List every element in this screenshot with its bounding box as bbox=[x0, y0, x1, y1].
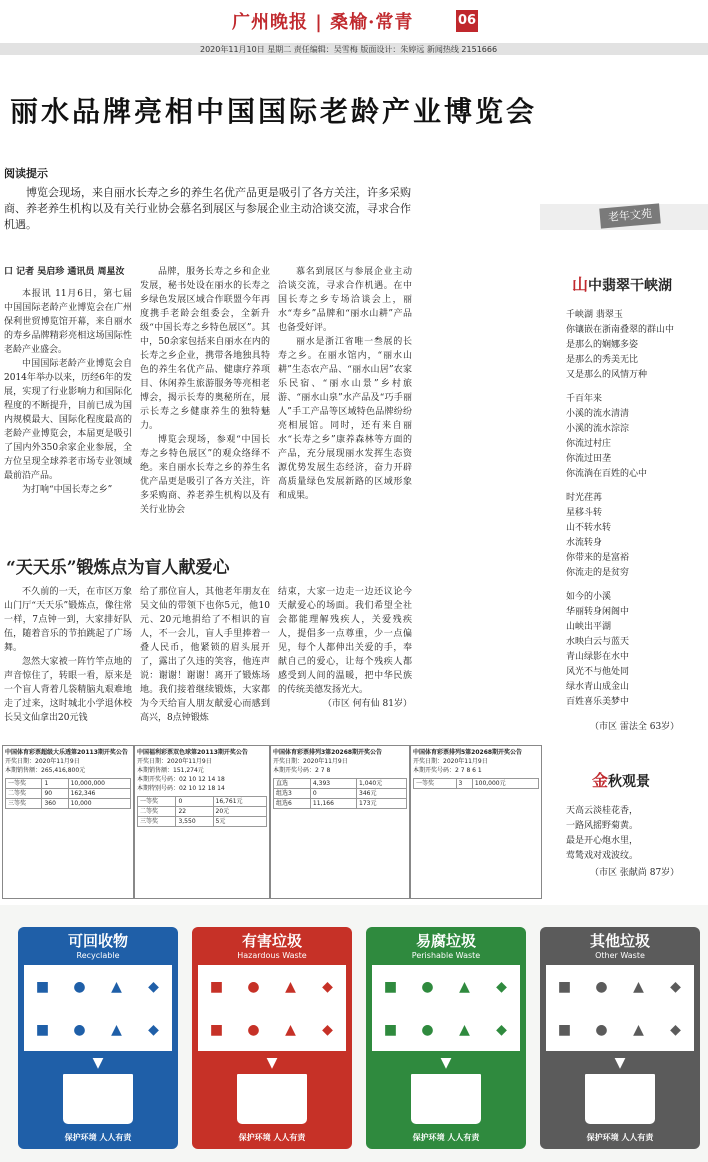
trash-can-icon bbox=[408, 1071, 484, 1127]
bin-english-name: Recyclable bbox=[76, 951, 120, 960]
item-icon: ◆ bbox=[496, 978, 507, 995]
bin-header bbox=[18, 927, 178, 961]
poem-line: 千百年来 bbox=[566, 394, 603, 404]
article2-col1 bbox=[4, 585, 132, 735]
lottery-info: 开奖日期：2020年11月9日 bbox=[273, 758, 348, 765]
arrow-down-icon: ▼ bbox=[440, 1055, 452, 1071]
garbage-bin-card bbox=[18, 927, 178, 1149]
poem-title: 山中翡翠干峡湖 bbox=[572, 275, 673, 294]
item-icon: ● bbox=[73, 978, 86, 995]
poem-line: 山峡出平湖 bbox=[566, 622, 612, 632]
item-icon: ● bbox=[421, 978, 434, 995]
paragraph: 品牌，服务长寿之乡和企业发展，秘书处设在丽水的长寿之乡绿色发展区域合作联盟今年再度携手老龄会组委会，全新升级“中国长寿之乡特色展区”。其中，50余家包括来自丽水在内的长寿之乡企业，携带各地独具特色的养生名优产品、健康疗养项目、休闲养生旅游服务等亮相老博会，揭示长寿的奥秘所在，展示长寿之乡健康养生的独特魅力。 bbox=[140, 267, 270, 431]
arrow-down-icon: ▼ bbox=[266, 1055, 278, 1071]
paragraph: 给了那位盲人，其他老年朋友在吴文仙的带领下也你5元，他10元、20元地捐给了不相识的盲人，不一会儿，盲人手里捧着一叠人民币，他紧锁的眉头展开了，露出了久违的笑容，他连声说：谢谢！谢谢！离开了锻炼场地。我们接着继续锻炼，大家都为今天给盲人朋友献爱心而感到高兴，8点钟锻炼 bbox=[140, 587, 270, 723]
poem-line: 华丽转身闲阁中 bbox=[566, 607, 630, 617]
intro-text: 博览会现场，来自丽水长寿之乡的养生名优产品更是吸引了各方关注，许多采购商、养老养生机构以及有关行业协会慕名到展区与参展企业主动洽谈交流，寻求合作机遇。 bbox=[4, 186, 411, 231]
paragraph: 中国国际老龄产业博览会自2014年举办以来，历经6年的发展，实现了行业影响力和国际化程度的不断提升，目前已成为国内规模最大、国际化程度最高的老龄产业博览会，本届更是吸引了国内外350余家企业参展，全方位呈现全球养老市场专业领域最前沿产品。 bbox=[4, 359, 132, 481]
article2-col3 bbox=[278, 585, 412, 735]
bin-slogan: 保护环境 人人有责 bbox=[64, 1133, 132, 1142]
bin-header bbox=[192, 927, 352, 961]
lottery-box bbox=[2, 745, 134, 899]
item-icon: ■ bbox=[557, 1021, 572, 1038]
poem-line: 青山绿影在水中 bbox=[566, 652, 630, 662]
item-icon: ■ bbox=[35, 1021, 50, 1038]
item-icon: ● bbox=[247, 978, 260, 995]
item-icon: ▲ bbox=[633, 978, 644, 995]
poem-line: 一路风摇野菊黄。 bbox=[566, 821, 639, 831]
poem-line: 水流转身 bbox=[566, 538, 603, 548]
intro-label: 阅读提示 bbox=[4, 167, 48, 180]
bin-slogan: 保护环境 人人有责 bbox=[238, 1133, 306, 1142]
poem-line: 你流走的是贫穷 bbox=[566, 568, 630, 578]
item-icon: ■ bbox=[209, 978, 224, 995]
table-row: 一等奖 3 100,000元 bbox=[414, 779, 539, 789]
garbage-bin-card bbox=[192, 927, 352, 1149]
bin-name: 其他垃圾 bbox=[589, 932, 650, 950]
trash-can-icon bbox=[582, 1071, 658, 1127]
poem-line: 小溪的流水淙淙 bbox=[566, 424, 630, 434]
table-row: 直选 4,393 1,040元 bbox=[274, 779, 407, 789]
stanza-gap bbox=[566, 383, 706, 392]
poem-line: 你流过田垄 bbox=[566, 454, 612, 464]
poem-line: 水映白云与蓝天 bbox=[566, 637, 630, 647]
gold-mark: 金 bbox=[592, 771, 609, 790]
item-icon: ▲ bbox=[633, 1021, 644, 1038]
poem-line: 莺鸶戏对戏波纹。 bbox=[566, 851, 639, 861]
bin-item-icons bbox=[372, 965, 520, 1051]
poem-line: 又是那么的风情万种 bbox=[566, 370, 648, 380]
poem-body bbox=[566, 308, 706, 710]
poem-line: 你流淌在百姓的心中 bbox=[566, 469, 648, 479]
item-icon: ● bbox=[595, 1021, 608, 1038]
item-icon: ◆ bbox=[148, 1021, 159, 1038]
poem-line: 百姓喜乐美梦中 bbox=[566, 697, 630, 707]
table-row: 二等奖 22 20元 bbox=[138, 807, 267, 817]
item-icon: ● bbox=[73, 1021, 86, 1038]
table-row: 三等奖 3,550 5元 bbox=[138, 817, 267, 827]
paragraph: 为打响“中国长寿之乡” bbox=[22, 485, 113, 495]
bin-name: 可回收物 bbox=[67, 932, 128, 950]
paragraph: 本报讯 11月6日，第七届中国国际老龄产业博览会在广州保利世贸博览馆开幕，来自丽水的寿乡品牌精彩亮相这场国际性老龄产业盛会。 bbox=[4, 289, 132, 355]
lottery-table bbox=[137, 796, 267, 827]
lottery-info: 本期销售额：265,416,800元 bbox=[5, 767, 86, 774]
item-icon: ● bbox=[595, 978, 608, 995]
table-row: 一等奖 0 16,761元 bbox=[138, 797, 267, 807]
page-number-badge: 06 bbox=[456, 10, 478, 32]
item-icon: ◆ bbox=[496, 1021, 507, 1038]
article1-col2 bbox=[140, 265, 270, 535]
trash-can-icon bbox=[234, 1071, 310, 1127]
table-row: 二等奖 90 162,346 bbox=[6, 789, 131, 799]
lottery-table bbox=[413, 778, 539, 789]
paragraph: 慕名到展区与参展企业主动洽谈交流，寻求合作机遇。在中国长寿之乡专场洽谈会上，丽水“寿乡”品牌和“丽水山耕”产品也备受好评。 bbox=[278, 267, 412, 333]
lottery-info: 开奖日期：2020年11月9日 bbox=[137, 758, 212, 765]
item-icon: ◆ bbox=[670, 978, 681, 995]
poem-line: 千峡湖 翡翠玉 bbox=[566, 310, 623, 320]
item-icon: ● bbox=[421, 1021, 434, 1038]
arrow-down-icon: ▼ bbox=[92, 1055, 104, 1071]
lottery-info: 本期开奖号码：02 10 12 14 18 bbox=[137, 776, 225, 783]
bin-item-icons bbox=[546, 965, 694, 1051]
poem-line: 你带来的是富裕 bbox=[566, 553, 630, 563]
lottery-box bbox=[270, 745, 410, 899]
item-icon: ▲ bbox=[285, 1021, 296, 1038]
table-row: 一等奖 1 10,000,000 bbox=[6, 779, 131, 789]
lottery-info: 开奖日期：2020年11月9日 bbox=[413, 758, 488, 765]
poem-line: 星移斗转 bbox=[566, 508, 603, 518]
stanza-gap bbox=[566, 581, 706, 590]
poem-line: 天高云淡桂花香， bbox=[566, 806, 639, 816]
poem-line: 是那么的秀美无比 bbox=[566, 355, 639, 365]
paper-name: 广州晚报 | 桑榆·常青 bbox=[232, 12, 414, 33]
bin-english-name: Other Waste bbox=[595, 951, 645, 960]
bin-english-name: Hazardous Waste bbox=[237, 951, 307, 960]
bin-name: 易腐垃圾 bbox=[415, 932, 476, 950]
bin-name: 有害垃圾 bbox=[241, 932, 302, 950]
headline-secondary: “天天乐”锻炼点为盲人献爱心 bbox=[6, 558, 230, 578]
garbage-bin-card bbox=[366, 927, 526, 1149]
item-icon: ■ bbox=[209, 1021, 224, 1038]
paragraph: 博览会现场，参观“中国长寿之乡特色展区”的观众络绎不绝。来自丽水长寿之乡的养生名优产品更是吸引了各方关注，许多采购商、养老养生机构以及有关行业协会 bbox=[140, 435, 270, 515]
bin-header bbox=[540, 927, 700, 961]
poem-line: 时光荏苒 bbox=[566, 493, 603, 503]
bin-slogan: 保护环境 人人有责 bbox=[412, 1133, 480, 1142]
paragraph: 丽水是浙江省唯一叁展的长寿之乡。在丽水馆内，“丽水山耕”生态农产品、“丽水山居”农家乐民宿、“丽水山景”乡村旅游、“丽水山泉”水产品及“巧手丽人”手工产品等区域特色品牌纷纷亮相展馆。同时，还有来自丽水“长寿之乡”康养森林等方面的产品，充分展现丽水发挥生态资源优势发展生态经济，奋力开辟高质量绿色发展新路的区域形象和成果。 bbox=[278, 337, 412, 501]
bin-header bbox=[366, 927, 526, 961]
lottery-title: 中国福利彩票双色球第20113期开奖公告 bbox=[137, 749, 248, 756]
lottery-box bbox=[134, 745, 270, 899]
poem-author: （市区 张献尚 87岁） bbox=[590, 868, 680, 878]
table-row: 三等奖 360 10,000 bbox=[6, 799, 131, 809]
item-icon: ◆ bbox=[322, 1021, 333, 1038]
stanza-gap bbox=[566, 482, 706, 491]
mountain-mark: 山 bbox=[572, 275, 589, 294]
date-line: 2020年11月10日 星期二 责任编辑：吴雪梅 版面设计：朱婷远 新闻热线 2151666 bbox=[200, 45, 498, 54]
item-icon: ▲ bbox=[111, 978, 122, 995]
trash-can-icon bbox=[60, 1071, 136, 1127]
item-icon: ▲ bbox=[285, 978, 296, 995]
paragraph: 不久前的一天，在市区万象山门厅“天天乐”锻炼点，像往常一样，7点钟一到，大家排好队伍，随着音乐的节拍跳起了广场舞。 bbox=[4, 587, 132, 653]
poem-line: 山不转水转 bbox=[566, 523, 612, 533]
item-icon: ◆ bbox=[322, 978, 333, 995]
poem-line: 你镶嵌在浙南叠翠的群山中 bbox=[566, 325, 675, 335]
lottery-info: 本期销售额：151,274元 bbox=[137, 767, 204, 774]
table-row: 组选6 11,166 173元 bbox=[274, 799, 407, 809]
item-icon: ◆ bbox=[148, 978, 159, 995]
item-icon: ■ bbox=[383, 1021, 398, 1038]
lottery-title: 中国体育彩票排列3第20268期开奖公告 bbox=[273, 749, 383, 756]
lottery-table bbox=[5, 778, 131, 809]
bin-slogan: 保护环境 人人有责 bbox=[586, 1133, 654, 1142]
lottery-title: 中国体育彩票排列5第20268期开奖公告 bbox=[413, 749, 523, 756]
poem-title: 金秋观景 bbox=[592, 771, 651, 790]
poem-author: （市区 雷法全 63岁） bbox=[590, 722, 680, 732]
bin-item-icons bbox=[24, 965, 172, 1051]
lottery-box bbox=[410, 745, 542, 899]
lottery-info: 开奖日期：2020年11月9日 bbox=[5, 758, 80, 765]
item-icon: ▲ bbox=[459, 978, 470, 995]
poem-line: 如今的小溪 bbox=[566, 592, 612, 602]
poem-body bbox=[566, 804, 706, 864]
masthead bbox=[0, 0, 708, 42]
lottery-info: 本期开奖号码：2 7 8 bbox=[273, 767, 331, 774]
poem-line: 风光不与他处同 bbox=[566, 667, 630, 677]
bin-item-icons bbox=[198, 965, 346, 1051]
poem-line: 最是开心炮水里， bbox=[566, 836, 639, 846]
item-icon: ▲ bbox=[111, 1021, 122, 1038]
poem-line: 绿水青山成金山 bbox=[566, 682, 630, 692]
headline-main: 丽水品牌亮相中国国际老龄产业博览会 bbox=[10, 95, 538, 128]
lottery-title: 中国体育彩票超级大乐透第20113期开奖公告 bbox=[5, 749, 128, 756]
lottery-info: 本期特别号码：02 10 12 18 14 bbox=[137, 785, 225, 792]
item-icon: ▲ bbox=[459, 1021, 470, 1038]
article2-col2 bbox=[140, 585, 270, 735]
author: （市区 何有仙 81岁） bbox=[322, 699, 412, 709]
poem-line: 小溪的流水清清 bbox=[566, 409, 630, 419]
garbage-bin-card bbox=[540, 927, 700, 1149]
item-icon: ◆ bbox=[670, 1021, 681, 1038]
bin-english-name: Perishable Waste bbox=[411, 951, 481, 960]
poem-line: 是那么的娴娜多姿 bbox=[566, 340, 639, 350]
item-icon: ■ bbox=[557, 978, 572, 995]
article1-col3 bbox=[278, 265, 412, 535]
column-label: 老年文苑 bbox=[599, 203, 661, 228]
paragraph: 忽然大家被一阵竹竿点地的声音惊住了，转眼一看，原来是一个盲人背着几袋精脑丸艰难地走了过来，这时城北小学退休校长吴文仙拿出20元钱 bbox=[4, 657, 132, 723]
lottery-table bbox=[273, 778, 407, 809]
item-icon: ■ bbox=[383, 978, 398, 995]
paragraph: 结束，大家一边走一边还议论今天献爱心的场面。我们希望全社会都能理解残疾人，关爱残疾人，提倡多一点尊重，少一点偏见，每个人都伸出关爱的手，奉献自己的爱心，让每个残疾人都感受到人间的温暖，把中华民族的传统美德发扬光大。 bbox=[278, 587, 412, 695]
item-icon: ● bbox=[247, 1021, 260, 1038]
poem-line: 你流过村庄 bbox=[566, 439, 612, 449]
byline: 口 记者 吴启珍 通讯员 周星汝 bbox=[4, 267, 125, 277]
item-icon: ■ bbox=[35, 978, 50, 995]
table-row: 组选3 0 346元 bbox=[274, 789, 407, 799]
arrow-down-icon: ▼ bbox=[614, 1055, 626, 1071]
article1-col1 bbox=[4, 265, 132, 535]
lottery-info: 本期开奖号码：2 7 8 6 1 bbox=[413, 767, 482, 774]
